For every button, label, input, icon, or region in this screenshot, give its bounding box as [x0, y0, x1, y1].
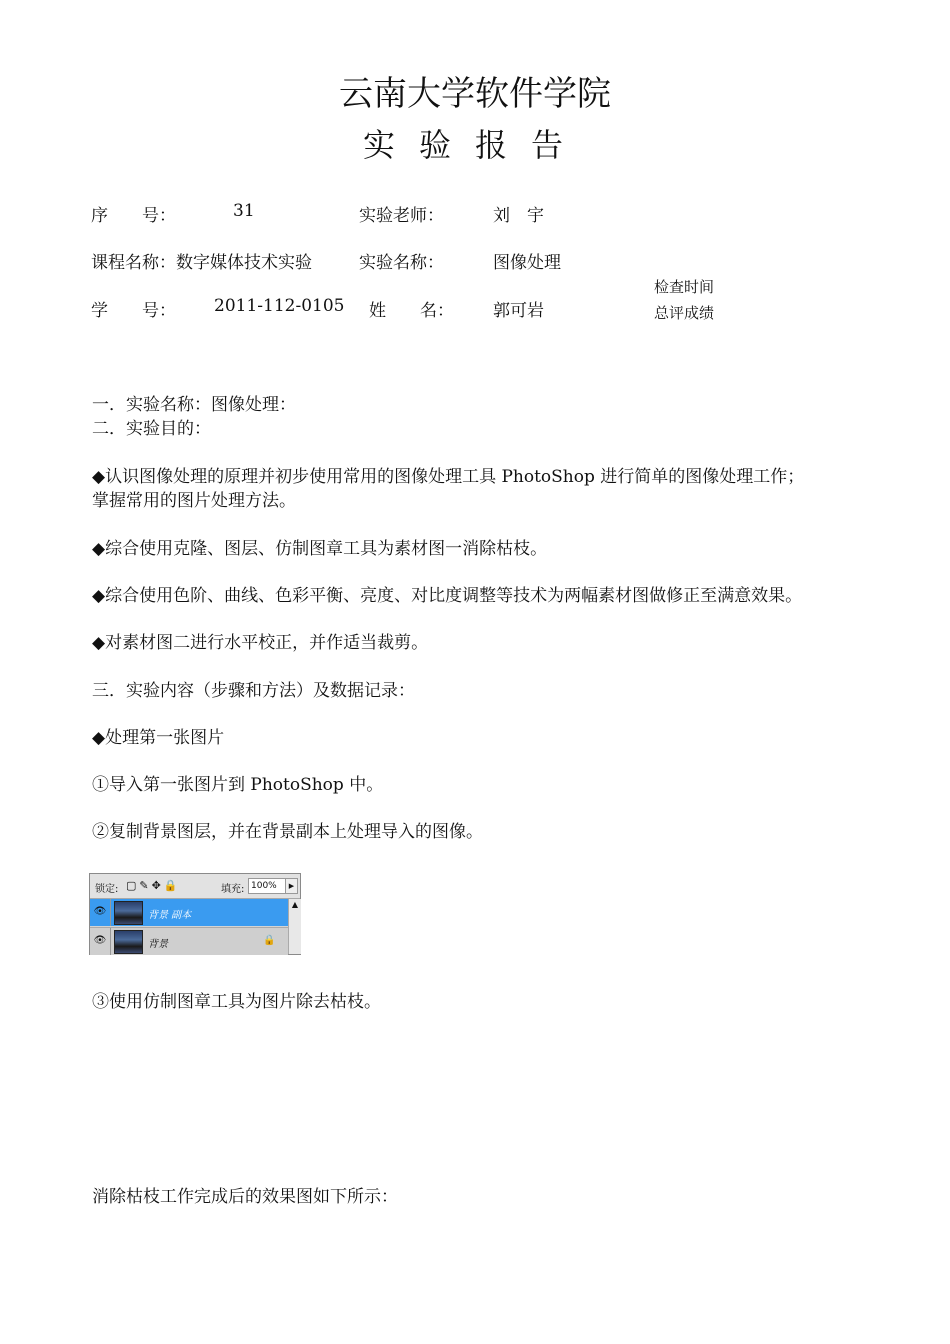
name-value: 郭可岩 [493, 301, 544, 321]
lock-icon: 🔒 [263, 935, 276, 946]
check-time-label: 检查时间 [654, 278, 715, 296]
student-id-label: 学 号： [91, 301, 176, 321]
goal-3: ◆综合使用色阶、曲线、色彩平衡、亮度、对比度调整等技术为两幅素材图做修正至满意效果。 [92, 586, 803, 606]
seq-label: 序 号： [91, 206, 176, 226]
seq-value: 31 [233, 201, 255, 221]
eye-icon: 👁 [93, 906, 107, 917]
lock-options-icon: ▢✎✥🔒 [126, 879, 181, 892]
layer-name: 背景 副本 [148, 910, 192, 921]
goal-4: ◆对素材图二进行水平校正，并作适当裁剪。 [92, 633, 429, 653]
layers-panel-screenshot [89, 873, 301, 955]
layer-row-background-copy [90, 899, 288, 926]
name-label: 姓 名： [369, 301, 454, 321]
section-2-heading: 二．实验目的： [92, 419, 211, 439]
section-1-heading: 一．实验名称：图像处理： [92, 395, 296, 415]
section-3-heading: 三．实验内容（步骤和方法）及数据记录： [92, 681, 415, 701]
goal-1-line-2: 掌握常用的图片处理方法。 [92, 491, 296, 511]
report-subtitle: 实验报告 [362, 126, 587, 164]
teacher-label: 实验老师： [359, 206, 444, 226]
step-header: ◆处理第一张图片 [92, 728, 225, 748]
scroll-up-icon: ▲ [291, 900, 299, 909]
course-label: 课程名称：数字媒体技术实验 [91, 253, 312, 273]
goal-2: ◆综合使用克隆、图层、仿制图章工具为素材图一消除枯枝。 [92, 539, 548, 559]
fill-input: 100% [248, 878, 288, 894]
result-caption: 消除枯枝工作完成后的效果图如下所示： [92, 1187, 398, 1207]
step-2: ②复制背景图层，并在背景副本上处理导入的图像。 [92, 822, 483, 842]
lock-label: 锁定: [95, 884, 119, 895]
exp-name-value: 图像处理 [493, 253, 561, 273]
report-title: 云南大学软件学院 [339, 74, 611, 114]
student-id-value: 2011-112-0105 [214, 296, 345, 316]
layers-toolbar [90, 874, 300, 899]
step-1: ①导入第一张图片到 PhotoShop 中。 [92, 775, 384, 795]
exp-name-label: 实验名称： [359, 253, 444, 273]
total-score-label: 总评成绩 [654, 304, 715, 322]
fill-arrow-icon: ▶ [285, 878, 298, 894]
layer-thumbnail [114, 901, 143, 925]
layer-thumbnail [114, 930, 143, 954]
goal-1-line-1: ◆认识图像处理的原理并初步使用常用的图像处理工具 PhotoShop 进行简单的图像处理工作； [92, 467, 805, 487]
step-3: ③使用仿制图章工具为图片除去枯枝。 [92, 992, 381, 1012]
scrollbar [288, 899, 301, 954]
eye-icon: 👁 [93, 935, 107, 946]
teacher-value: 刘 宇 [493, 206, 544, 226]
fill-label: 填充: [221, 884, 245, 895]
layer-row-background [90, 927, 288, 955]
layer-name: 背景 [148, 939, 168, 950]
